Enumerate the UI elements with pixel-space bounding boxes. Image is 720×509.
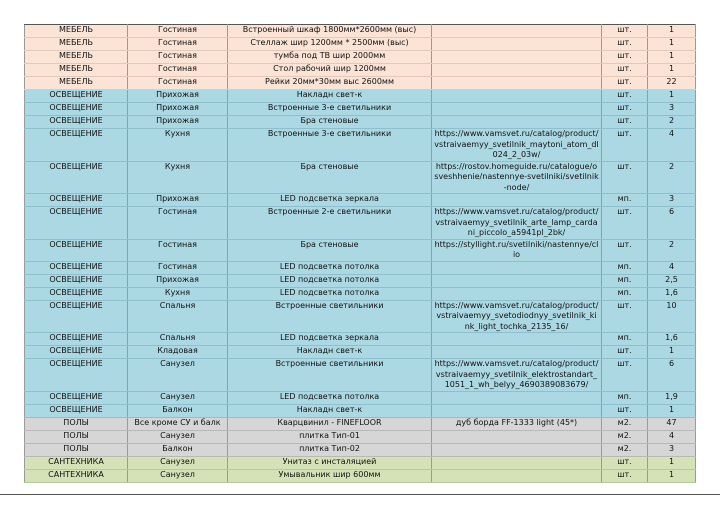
category-cell: ОСВЕЩЕНИЕ (25, 346, 128, 359)
unit-cell: шт. (602, 239, 648, 261)
item-cell: Встроенные 3-е светильники (228, 103, 432, 116)
item-cell: Встроенные светильники (228, 300, 432, 333)
unit-cell: мп. (602, 333, 648, 346)
item-cell: тумба под ТВ шир 2000мм (228, 51, 432, 64)
qty-cell: 4 (648, 430, 696, 443)
category-cell: МЕБЕЛЬ (25, 51, 128, 64)
table-row (25, 129, 696, 162)
item-cell: плитка Тип-02 (228, 443, 432, 456)
table-row (25, 456, 696, 469)
table-row (25, 333, 696, 346)
link-cell (432, 116, 602, 129)
room-cell: Прихожая (128, 194, 228, 207)
qty-cell: 1 (648, 346, 696, 359)
unit-cell: шт. (602, 161, 648, 194)
qty-cell: 6 (648, 207, 696, 240)
category-cell: ОСВЕЩЕНИЕ (25, 194, 128, 207)
link-cell (432, 194, 602, 207)
link-cell (432, 456, 602, 469)
link-cell (432, 404, 602, 417)
unit-cell: мп. (602, 261, 648, 274)
item-cell: LED подсветка потолка (228, 391, 432, 404)
item-cell: LED подсветка зеркала (228, 333, 432, 346)
item-cell: Кварцвинил - FINEFLOOR (228, 417, 432, 430)
unit-cell: шт. (602, 346, 648, 359)
link-cell (432, 38, 602, 51)
qty-cell: 4 (648, 261, 696, 274)
table-row (25, 261, 696, 274)
link-cell (432, 346, 602, 359)
unit-cell: шт. (602, 300, 648, 333)
unit-cell: шт. (602, 38, 648, 51)
link-cell (432, 261, 602, 274)
category-cell: ОСВЕЩЕНИЕ (25, 90, 128, 103)
item-cell: Рейки 20мм*30мм выс 2600мм (228, 77, 432, 90)
qty-cell: 1 (648, 51, 696, 64)
category-cell: ПОЛЫ (25, 430, 128, 443)
category-cell: ОСВЕЩЕНИЕ (25, 359, 128, 392)
unit-cell: м2. (602, 443, 648, 456)
specification-table (24, 24, 696, 483)
table-row (25, 274, 696, 287)
item-cell: Умывальник шир 600мм (228, 469, 432, 482)
table-row (25, 77, 696, 90)
table-row (25, 300, 696, 333)
table-row (25, 417, 696, 430)
category-cell: ОСВЕЩЕНИЕ (25, 116, 128, 129)
unit-cell: м2. (602, 430, 648, 443)
room-cell: Гостиная (128, 51, 228, 64)
unit-cell: шт. (602, 469, 648, 482)
room-cell: Прихожая (128, 90, 228, 103)
link-cell (432, 103, 602, 116)
room-cell: Все кроме СУ и балк (128, 417, 228, 430)
category-cell: ОСВЕЩЕНИЕ (25, 404, 128, 417)
qty-cell: 4 (648, 129, 696, 162)
table-row (25, 346, 696, 359)
room-cell: Санузел (128, 456, 228, 469)
item-cell: Унитаз с инсталяцией (228, 456, 432, 469)
unit-cell: шт. (602, 359, 648, 392)
category-cell: ОСВЕЩЕНИЕ (25, 261, 128, 274)
table-row (25, 287, 696, 300)
qty-cell: 1,9 (648, 391, 696, 404)
unit-cell: м2. (602, 417, 648, 430)
link-cell (432, 391, 602, 404)
category-cell: ОСВЕЩЕНИЕ (25, 207, 128, 240)
link-cell: https://www.vamsvet.ru/catalog/product/vstraivaemyy_svetilnik_arte_lamp_cardani_piccolo_a5941pl_2bk/ (432, 207, 602, 240)
room-cell: Гостиная (128, 77, 228, 90)
item-cell: Бра стеновые (228, 239, 432, 261)
link-cell (432, 77, 602, 90)
link-cell: https://rostov.homeguide.ru/catalogue/osveshhenie/nastennye-svetilniki/svetilnik-node/ (432, 161, 602, 194)
category-cell: ОСВЕЩЕНИЕ (25, 274, 128, 287)
qty-cell: 3 (648, 443, 696, 456)
room-cell: Санузел (128, 430, 228, 443)
category-cell: ОСВЕЩЕНИЕ (25, 391, 128, 404)
item-cell: LED подсветка зеркала (228, 194, 432, 207)
qty-cell: 1 (648, 90, 696, 103)
link-cell: https://www.vamsvet.ru/catalog/product/vstraivaemyy_svetilnik_maytoni_atom_dl024_2_03w/ (432, 129, 602, 162)
item-cell: Бра стеновые (228, 161, 432, 194)
link-cell (432, 333, 602, 346)
unit-cell: шт. (602, 116, 648, 129)
unit-cell: шт. (602, 456, 648, 469)
qty-cell: 1 (648, 469, 696, 482)
table-row (25, 64, 696, 77)
room-cell: Балкон (128, 443, 228, 456)
link-cell (432, 90, 602, 103)
item-cell: Бра стеновые (228, 116, 432, 129)
qty-cell: 1 (648, 404, 696, 417)
qty-cell: 1,6 (648, 333, 696, 346)
unit-cell: мп. (602, 391, 648, 404)
unit-cell: шт. (602, 77, 648, 90)
qty-cell: 1 (648, 25, 696, 38)
item-cell: Встроенные 2-е светильники (228, 207, 432, 240)
category-cell: МЕБЕЛЬ (25, 38, 128, 51)
qty-cell: 1 (648, 64, 696, 77)
spec-sheet (24, 24, 695, 483)
category-cell: ПОЛЫ (25, 417, 128, 430)
link-cell (432, 274, 602, 287)
room-cell: Спальня (128, 333, 228, 346)
qty-cell: 3 (648, 194, 696, 207)
unit-cell: шт. (602, 129, 648, 162)
link-cell: https://www.vamsvet.ru/catalog/product/vstraivaemyy_svetodiodnyy_svetilnik_kink_light_tochka_2135_16/ (432, 300, 602, 333)
qty-cell: 1,6 (648, 287, 696, 300)
qty-cell: 6 (648, 359, 696, 392)
link-cell: https://www.vamsvet.ru/catalog/product/vstraivaemyy_svetilnik_elektrostandart_1051_1_wh_belyy_4690389083679/ (432, 359, 602, 392)
link-cell: дуб борда FF-1333 light (45*) (432, 417, 602, 430)
room-cell: Гостиная (128, 64, 228, 77)
table-row (25, 359, 696, 392)
room-cell: Балкон (128, 404, 228, 417)
category-cell: САНТЕХНИКА (25, 469, 128, 482)
link-cell (432, 64, 602, 77)
table-body (25, 25, 696, 483)
link-cell (432, 287, 602, 300)
table-row (25, 161, 696, 194)
item-cell: Встроенные 3-е светильники (228, 129, 432, 162)
category-cell: ОСВЕЩЕНИЕ (25, 129, 128, 162)
room-cell: Прихожая (128, 103, 228, 116)
item-cell: LED подсветка потолка (228, 287, 432, 300)
room-cell: Санузел (128, 391, 228, 404)
table-row (25, 469, 696, 482)
room-cell: Гостиная (128, 207, 228, 240)
qty-cell: 2,5 (648, 274, 696, 287)
category-cell: САНТЕХНИКА (25, 456, 128, 469)
table-row (25, 207, 696, 240)
unit-cell: шт. (602, 207, 648, 240)
room-cell: Спальня (128, 300, 228, 333)
table-row (25, 38, 696, 51)
table-row (25, 25, 696, 38)
category-cell: МЕБЕЛЬ (25, 77, 128, 90)
room-cell: Гостиная (128, 38, 228, 51)
table-row (25, 404, 696, 417)
qty-cell: 2 (648, 116, 696, 129)
item-cell: Накладн свет-к (228, 90, 432, 103)
page-bottom-rule (0, 494, 720, 495)
link-cell (432, 443, 602, 456)
table-row (25, 430, 696, 443)
item-cell: Встроенные светильники (228, 359, 432, 392)
category-cell: ОСВЕЩЕНИЕ (25, 300, 128, 333)
category-cell: МЕБЕЛЬ (25, 25, 128, 38)
unit-cell: шт. (602, 64, 648, 77)
category-cell: ОСВЕЩЕНИЕ (25, 287, 128, 300)
link-cell: https://styllight.ru/svetilniki/nastennye/clio (432, 239, 602, 261)
table-row (25, 194, 696, 207)
table-row (25, 239, 696, 261)
link-cell (432, 25, 602, 38)
item-cell: LED подсветка потолка (228, 274, 432, 287)
category-cell: ОСВЕЩЕНИЕ (25, 161, 128, 194)
item-cell: Накладн свет-к (228, 346, 432, 359)
unit-cell: шт. (602, 404, 648, 417)
link-cell (432, 469, 602, 482)
table-row (25, 51, 696, 64)
room-cell: Гостиная (128, 25, 228, 38)
table-row (25, 391, 696, 404)
room-cell: Прихожая (128, 274, 228, 287)
link-cell (432, 51, 602, 64)
qty-cell: 22 (648, 77, 696, 90)
category-cell: МЕБЕЛЬ (25, 64, 128, 77)
item-cell: Накладн свет-к (228, 404, 432, 417)
room-cell: Кухня (128, 129, 228, 162)
table-row (25, 103, 696, 116)
item-cell: Стол рабочий шир 1200мм (228, 64, 432, 77)
qty-cell: 47 (648, 417, 696, 430)
room-cell: Санузел (128, 359, 228, 392)
category-cell: ОСВЕЩЕНИЕ (25, 333, 128, 346)
room-cell: Санузел (128, 469, 228, 482)
table-row (25, 90, 696, 103)
room-cell: Кухня (128, 161, 228, 194)
unit-cell: шт. (602, 103, 648, 116)
qty-cell: 2 (648, 239, 696, 261)
unit-cell: мп. (602, 287, 648, 300)
unit-cell: шт. (602, 90, 648, 103)
table-row (25, 116, 696, 129)
room-cell: Кладовая (128, 346, 228, 359)
unit-cell: мп. (602, 194, 648, 207)
unit-cell: шт. (602, 25, 648, 38)
unit-cell: мп. (602, 274, 648, 287)
qty-cell: 10 (648, 300, 696, 333)
qty-cell: 3 (648, 103, 696, 116)
unit-cell: шт. (602, 51, 648, 64)
table-row (25, 443, 696, 456)
room-cell: Прихожая (128, 116, 228, 129)
room-cell: Гостиная (128, 261, 228, 274)
link-cell (432, 430, 602, 443)
category-cell: ПОЛЫ (25, 443, 128, 456)
category-cell: ОСВЕЩЕНИЕ (25, 239, 128, 261)
qty-cell: 1 (648, 456, 696, 469)
item-cell: LED подсветка потолка (228, 261, 432, 274)
category-cell: ОСВЕЩЕНИЕ (25, 103, 128, 116)
room-cell: Кухня (128, 287, 228, 300)
item-cell: плитка Тип-01 (228, 430, 432, 443)
item-cell: Встроенный шкаф 1800мм*2600мм (выс) (228, 25, 432, 38)
item-cell: Стеллаж шир 1200мм * 2500мм (выс) (228, 38, 432, 51)
qty-cell: 1 (648, 38, 696, 51)
room-cell: Гостиная (128, 239, 228, 261)
qty-cell: 2 (648, 161, 696, 194)
